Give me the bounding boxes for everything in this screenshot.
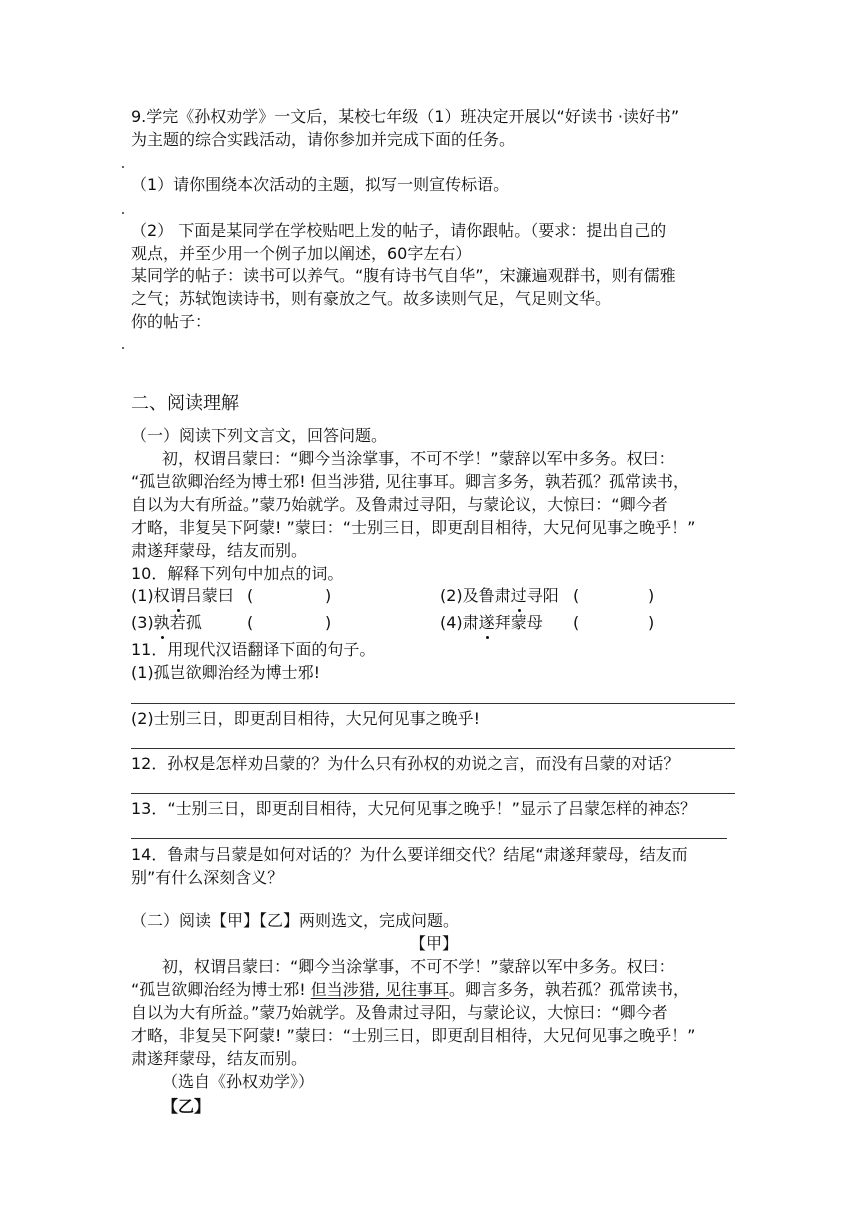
q10-answer1-open: ( [247,586,254,605]
q10-item4-dotted: 遂 [478,613,495,632]
passage-label-jia: 【甲】 [410,934,459,953]
q10-item3-dotted: 孰 [153,613,170,632]
q9-sub2-line1: （2） 下面是某同学在学校贴吧上发的帖子，请你跟帖。（要求：提出自己的 [131,221,667,240]
passage2-line2 [131,979,689,1001]
passage2-line3: 自以为大有所益。”蒙乃始就学。及鲁肃过寻阳，与蒙论议，大惊曰：“卿今者 [131,1003,668,1022]
q9-sub2-line2: 观点，并至少用一个例子加以阐述，60字左右） [131,244,472,263]
q10-item4 [440,612,543,634]
passage2-line5: 肃遂拜蒙母，结友而别。 [131,1049,308,1068]
q10-answer2-open: ( [573,586,580,605]
q10-answer4-close: ) [648,613,655,632]
q10-answer1-close: ) [325,586,332,605]
q13: 13．“士别三日，即更刮目相待，大兄何见事之晚乎！”显示了吕蒙怎样的神态？ [131,799,696,818]
underlined-phrase: 但当涉猎, 见往事耳 [310,980,449,999]
answer-line [131,703,735,704]
q14-line2: 别”有什么深刻含义？ [131,868,284,887]
q10-item1-post: 吕蒙曰 [185,586,234,605]
q10-item2-post: 寻阳 [526,586,559,605]
q9-sub1: （1）请你围绕本次活动的主题，拟写一则宣传标语。 [131,175,510,194]
q12: 12．孙权是怎样劝吕蒙的？为什么只有孙权的劝说之言，而没有吕蒙的对话？ [131,754,680,773]
q10-item4-pre: (4)肃 [440,613,479,632]
q10-answer3-close: ) [325,613,332,632]
paragraph-mark [122,347,124,349]
passage-source: （选自《孙权劝学》） [162,1072,315,1091]
q10-answer4-open: ( [573,613,580,632]
passage2-line2-post: 。卿言多务，孰若孤？孤常读书， [448,980,689,999]
q10-item2-dotted: 过 [510,586,527,605]
paragraph-mark [122,212,124,214]
q10-answer3-open: ( [247,613,254,632]
passage1-line5: 肃遂拜蒙母，结友而别。 [131,541,308,560]
q10-item3-pre: (3) [131,613,154,632]
passage1-line1: 初，权谓吕蒙曰：“卿今当涂掌事，不可不学！”蒙辞以军中多务。权曰： [162,449,675,468]
q10-item1-dotted: 谓 [169,586,186,605]
passage1-line3: 自以为大有所益。”蒙乃始就学。及鲁肃过寻阳，与蒙论议，大惊曰：“卿今者 [131,495,668,514]
passage1-line2: “孤岂欲卿治经为博士邪! 但当涉猎, 见往事耳。卿言多务，孰若孤？孤常读书， [131,472,689,491]
answer-line [131,838,727,839]
q10-item1-pre: (1)权 [131,586,170,605]
q9-post-line1: 某同学的帖子：读书可以养气。“腹有诗书气自华”，宋濂遍观群书，则有儒雅 [131,266,676,285]
q9-line1: 9.学完《孙权劝学》一文后，某校七年级（1）班决定开展以“好读书 ·读好书” [131,107,680,126]
part1-intro: （一）阅读下列文言文，回答问题。 [131,426,388,445]
q10-item2-pre: (2)及鲁肃 [440,586,511,605]
passage-label-yi: 【乙】 [162,1097,211,1116]
q9-your-post: 你的帖子： [131,312,212,331]
passage2-line2-pre: “孤岂欲卿治经为博士邪! [131,980,311,999]
passage2-line1: 初，权谓吕蒙曰：“卿今当涂掌事，不可不学！”蒙辞以军中多务。权曰： [162,957,675,976]
answer-line [131,793,735,794]
paragraph-mark [122,166,124,168]
passage1-line4: 才略，非复吴下阿蒙! ”蒙曰：“士别三日，即更刮目相待，大兄何见事之晚乎！” [131,518,696,537]
q9-post-line2: 之气；苏轼饱读诗书，则有豪放之气。故多读则气足，气足则文华。 [131,289,612,308]
q10-answer2-close: ) [648,586,655,605]
q11-sentence2: (2)士别三日，即更刮目相待，大兄何见事之晚乎! [131,709,481,728]
q10-item4-post: 拜蒙母 [494,613,543,632]
q11-stem: 11．用现代汉语翻译下面的句子。 [131,640,376,659]
q14-line1: 14．鲁肃与吕蒙是如何对话的？为什么要详细交代？结尾“肃遂拜蒙母，结友而 [131,845,688,864]
q10-item3 [131,612,202,634]
section-heading: 二、阅读理解 [131,393,239,414]
q11-sentence1: (1)孤岂欲卿治经为博士邪! [131,663,321,682]
passage2-line4: 才略，非复吴下阿蒙! ”蒙曰：“士别三日，即更刮目相待，大兄何见事之晚乎！” [131,1026,696,1045]
q10-item2 [440,585,559,607]
q10-stem: 10．解释下列句中加点的词。 [131,564,344,583]
q9-line2: 为主题的综合实践活动，请你参加并完成下面的任务。 [131,130,516,149]
q10-item3-post: 若孤 [169,613,202,632]
answer-line [131,748,735,749]
part2-intro: （二）阅读【甲】【乙】两则选文，完成问题。 [131,911,460,930]
q10-item1 [131,585,234,607]
